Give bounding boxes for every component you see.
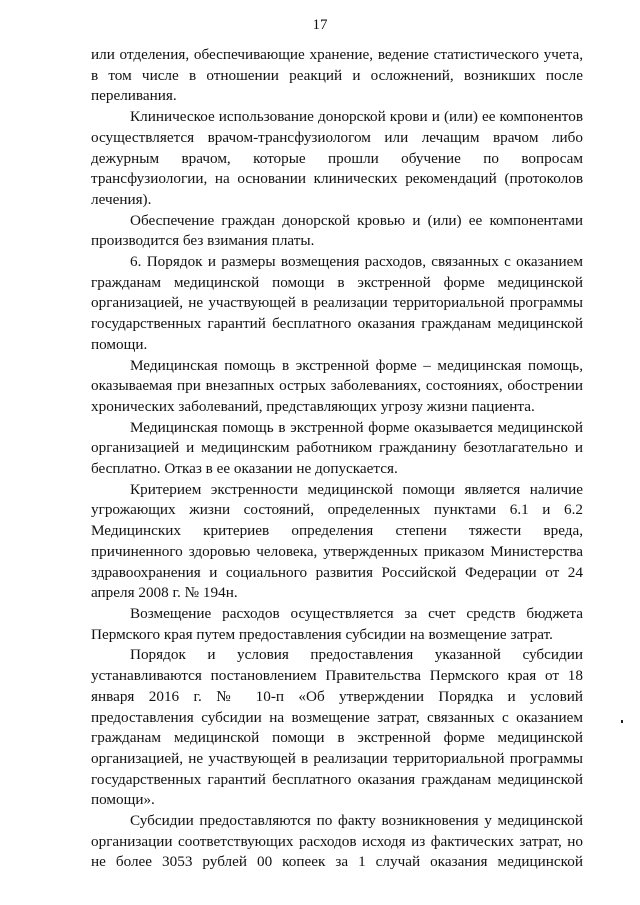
paragraph-2: Клиническое использование донорской крови и (или) ее компонентов осуществляется врачом-трансфузиологом или лечащим врачом либо дежурным врачом, которые прошли обучение по вопросам трансфузиологии, на основании клинических рекомендаций (протоколов лечения). bbox=[91, 108, 583, 208]
paragraph-8: Возмещение расходов осуществляется за счет средств бюджета Пермского края путем предоставления субсидии на возмещение затрат. bbox=[91, 604, 583, 643]
page-number: 17 bbox=[312, 17, 328, 33]
paragraph-5: Медицинская помощь в экстренной форме – медицинская помощь, оказываемая при внезапных острых заболеваниях, состояниях, обострении хронических заболеваний, представляющих угрозу жизни пациента. bbox=[91, 356, 583, 415]
paragraph-4: 6. Порядок и размеры возмещения расходов, связанных с оказанием гражданам медицинской помощи в экстренной форме медицинской организацией, не участвующей в реализации территориальной программы государственных гарантий бесплатного оказания гражданам медицинской помощи. bbox=[91, 253, 583, 353]
document-body bbox=[91, 45, 583, 873]
paragraph-7: Критерием экстренности медицинской помощи является наличие угрожающих жизни состояний, определенных пунктами 6.1 и 6.2 Медицинских критериев определения степени тяжести вреда, причиненного здоровью человека, утвержденных приказом Министерства здравоохранения и социального развития Российской Федерации от 24 апреля 2008 г. № 194н. bbox=[91, 480, 583, 602]
paragraph-9: Порядок и условия предоставления указанной субсидии устанавливаются постановлением Правительства Пермского края от 18 января 2016 г. № 10-п «Об утверждении Порядка и условий предоставления субсидии на возмещение затрат, связанных с оказанием гражданам медицинской помощи в экстренной форме медицинской организацией, не участвующей в реализации территориальной программы государственных гарантий бесплатного оказания гражданам медицинской помощи». bbox=[91, 646, 583, 809]
paragraph-6: Медицинская помощь в экстренной форме оказывается медицинской организацией и медицинским работником гражданину безотлагательно и бесплатно. Отказ в ее оказании не допускается. bbox=[91, 418, 583, 478]
paragraph-1: или отделения, обеспечивающие хранение, ведение статистического учета, в том числе в отношении реакций и осложнений, возникших после переливания. bbox=[91, 46, 583, 105]
paragraph-10: Субсидии предоставляются по факту возникновения у медицинской организации соответствующих расходов исходя из фактических затрат, но не более 3053 рублей 00 копеек за 1 случай оказания медицинской bbox=[91, 812, 583, 871]
scan-speck bbox=[621, 720, 623, 723]
paragraph-3: Обеспечение граждан донорской кровью и (или) ее компонентами производится без взимания платы. bbox=[91, 211, 583, 250]
